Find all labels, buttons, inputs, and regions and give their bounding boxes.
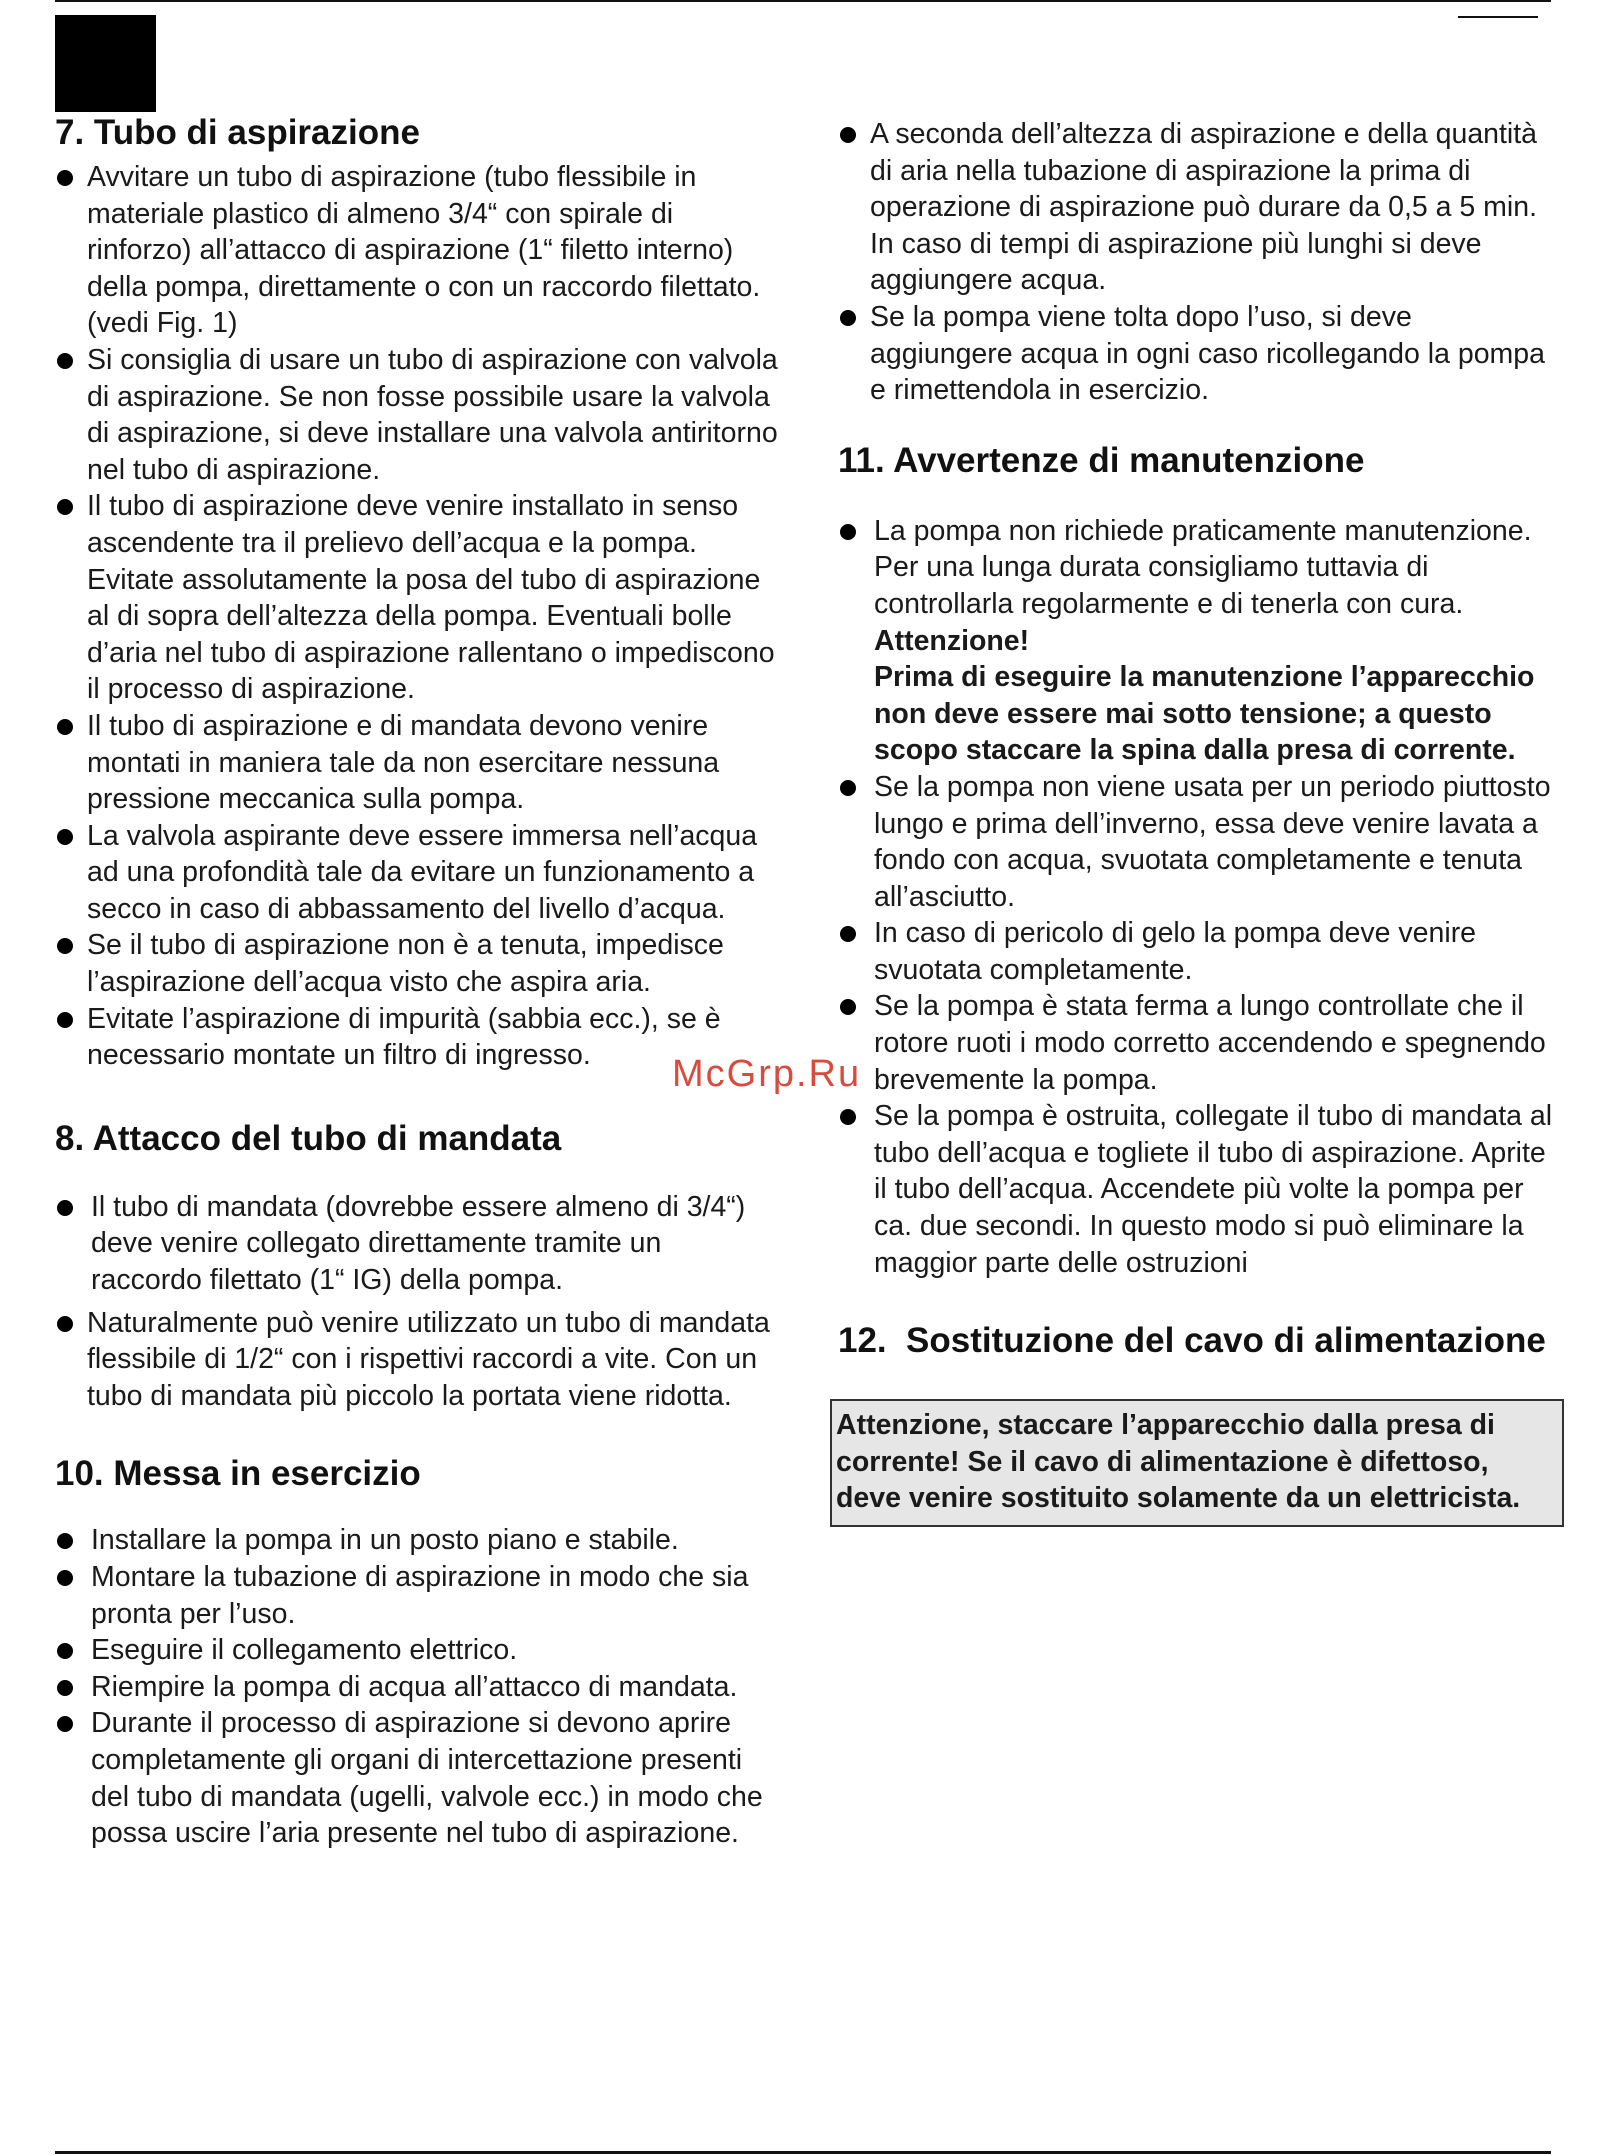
bullet-icon: [57, 1200, 73, 1216]
warning-box: Attenzione, staccare l’apparecchio dalla presa di corrente! Se il cavo di alimentazione è difettoso, deve venire sostituito solamente da un elettricista.: [830, 1399, 1564, 1527]
watermark: McGrp.Ru: [672, 1053, 862, 1095]
bullet-icon: [57, 1570, 73, 1586]
section-12-title: [838, 1321, 1560, 1361]
list-item: Installare la pompa in un posto piano e stabile.: [55, 1522, 780, 1559]
page-marker-block: [55, 15, 156, 112]
list-item: In caso di pericolo di gelo la pompa deve venire svuotata completamente.: [838, 915, 1560, 988]
top-rule-short: [1458, 16, 1538, 18]
bullet-icon: [840, 310, 856, 326]
list-item: Riempire la pompa di acqua all’attacco di mandata.: [55, 1669, 780, 1706]
list-item: Se la pompa non viene usata per un periodo piuttosto lungo e prima dell’inverno, essa deve venire lavata a fondo con acqua, svuotata completamente e tenuta all’asciutto.: [838, 769, 1560, 915]
section-10-list: [55, 1522, 780, 1851]
bullet-icon: [57, 1716, 73, 1732]
bullet-icon: [57, 1012, 73, 1028]
list-item: Il tubo di mandata (dovrebbe essere almeno di 3/4“) deve venire collegato direttamente tramite un raccordo filettato (1“ IG) della pompa.: [55, 1189, 780, 1299]
right-column: [838, 116, 1560, 1527]
list-item: Eseguire il collegamento elettrico.: [55, 1632, 780, 1669]
section-7-title: 7. Tubo di aspirazione: [55, 113, 420, 152]
list-item: Montare la tubazione di aspirazione in modo che sia pronta per l’uso.: [55, 1559, 780, 1632]
bullet-icon: [57, 499, 73, 515]
bullet-icon: [840, 524, 856, 540]
section-8-list: [55, 1189, 780, 1415]
section-11-title: 11. Avvertenze di manutenzione: [838, 440, 1365, 480]
bullet-icon: [57, 829, 73, 845]
bullet-icon: [840, 127, 856, 143]
list-item: Evitate l’aspirazione di impurità (sabbia ecc.), se è necessario montate un filtro di ingresso.: [55, 1001, 780, 1074]
attention-label: Attenzione!: [874, 624, 1030, 657]
list-item: La pompa non richiede praticamente manutenzione. Per una lunga durata consigliamo tuttavia di controllarla regolarmente e di tenerla con cura. Attenzione! Prima di eseguire la manutenzione l’apparecchio non deve essere mai sotto tensione; a questo scopo staccare la spina dalla presa di corrente.: [838, 513, 1560, 769]
attention-text: Prima di eseguire la manutenzione l’apparecchio non deve essere mai sotto tensione; a questo scopo staccare la spina dalla presa di corrente.: [874, 661, 1535, 767]
section-10-continued-list: [838, 116, 1560, 409]
list-item: La valvola aspirante deve essere immersa nell’acqua ad una profondità tale da evitare un funzionamento a secco in caso di abbassamento del livello d’acqua.: [55, 818, 780, 928]
list-item: Il tubo di aspirazione deve venire installato in senso ascendente tra il prelievo dell’acqua e la pompa. Evitate assolutamente la posa del tubo di aspirazione al di sopra dell’altezza della pompa. Eventuali bolle d’aria nel tubo di aspirazione rallentano o impediscono il processo di aspirazione.: [55, 488, 780, 708]
section-12-heading: Sostituzione del cavo di alimentazione: [906, 1321, 1546, 1361]
bullet-icon: [57, 170, 73, 186]
list-item: Si consiglia di usare un tubo di aspirazione con valvola di aspirazione. Se non fosse possibile usare la valvola di aspirazione, si deve installare una valvola antiritorno nel tubo di aspirazione.: [55, 342, 780, 488]
list-item: Se il tubo di aspirazione non è a tenuta, impedisce l’aspirazione dell’acqua visto che aspira aria.: [55, 927, 780, 1000]
left-column: [55, 113, 780, 1852]
section-11-list: [838, 513, 1560, 1281]
bullet-icon: [57, 1643, 73, 1659]
bullet-icon: [840, 780, 856, 796]
bullet-icon: [57, 719, 73, 735]
bullet-icon: [57, 1533, 73, 1549]
bullet-icon: [57, 938, 73, 954]
bullet-icon: [57, 353, 73, 369]
bullet-icon: [840, 999, 856, 1015]
bottom-rule: [55, 2151, 1551, 2154]
section-12-number: 12.: [838, 1321, 887, 1361]
list-item: Il tubo di aspirazione e di mandata devono venire montati in maniera tale da non esercitare nessuna pressione meccanica sulla pompa.: [55, 708, 780, 818]
bullet-icon: [840, 926, 856, 942]
bullet-icon: [840, 1109, 856, 1125]
section-10-title: 10. Messa in esercizio: [55, 1454, 421, 1494]
list-item: Se la pompa viene tolta dopo l’uso, si deve aggiungere acqua in ogni caso ricollegando la pompa e rimettendola in esercizio.: [838, 299, 1560, 409]
list-item: A seconda dell’altezza di aspirazione e della quantità di aria nella tubazione di aspirazione la prima di operazione di aspirazione può durare da 0,5 a 5 min. In caso di tempi di aspirazione più lunghi si deve aggiungere acqua.: [838, 116, 1560, 299]
list-item: Naturalmente può venire utilizzato un tubo di mandata flessibile di 1/2“ con i rispettivi raccordi a vite. Con un tubo di mandata più piccolo la portata viene ridotta.: [55, 1305, 780, 1415]
list-item: Avvitare un tubo di aspirazione (tubo flessibile in materiale plastico di almeno 3/4“ con spirale di rinforzo) all’attacco di aspirazione (1“ filetto interno) della pompa, direttamente o con un raccordo filettato. (vedi Fig. 1): [55, 159, 780, 342]
top-rule: [55, 0, 1551, 2]
bullet-icon: [57, 1680, 73, 1696]
list-item: Se la pompa è stata ferma a lungo controllate che il rotore ruoti i modo corretto accendendo e spegnendo brevemente la pompa.: [838, 988, 1560, 1098]
list-item: Durante il processo di aspirazione si devono aprire completamente gli organi di intercettazione presenti del tubo di mandata (ugelli, valvole ecc.) in modo che possa uscire l’aria presente nel tubo di aspirazione.: [55, 1705, 780, 1851]
section-8-title: 8. Attacco del tubo di mandata: [55, 1118, 562, 1158]
bullet-icon: [57, 1316, 73, 1332]
list-item: Se la pompa è ostruita, collegate il tubo di mandata al tubo dell’acqua e togliete il tubo di aspirazione. Aprite il tubo dell’acqua. Accendete più volte la pompa per ca. due secondi. In questo modo si può eliminare la maggior parte delle ostruzioni: [838, 1098, 1560, 1281]
section-7-list: [55, 159, 780, 1074]
